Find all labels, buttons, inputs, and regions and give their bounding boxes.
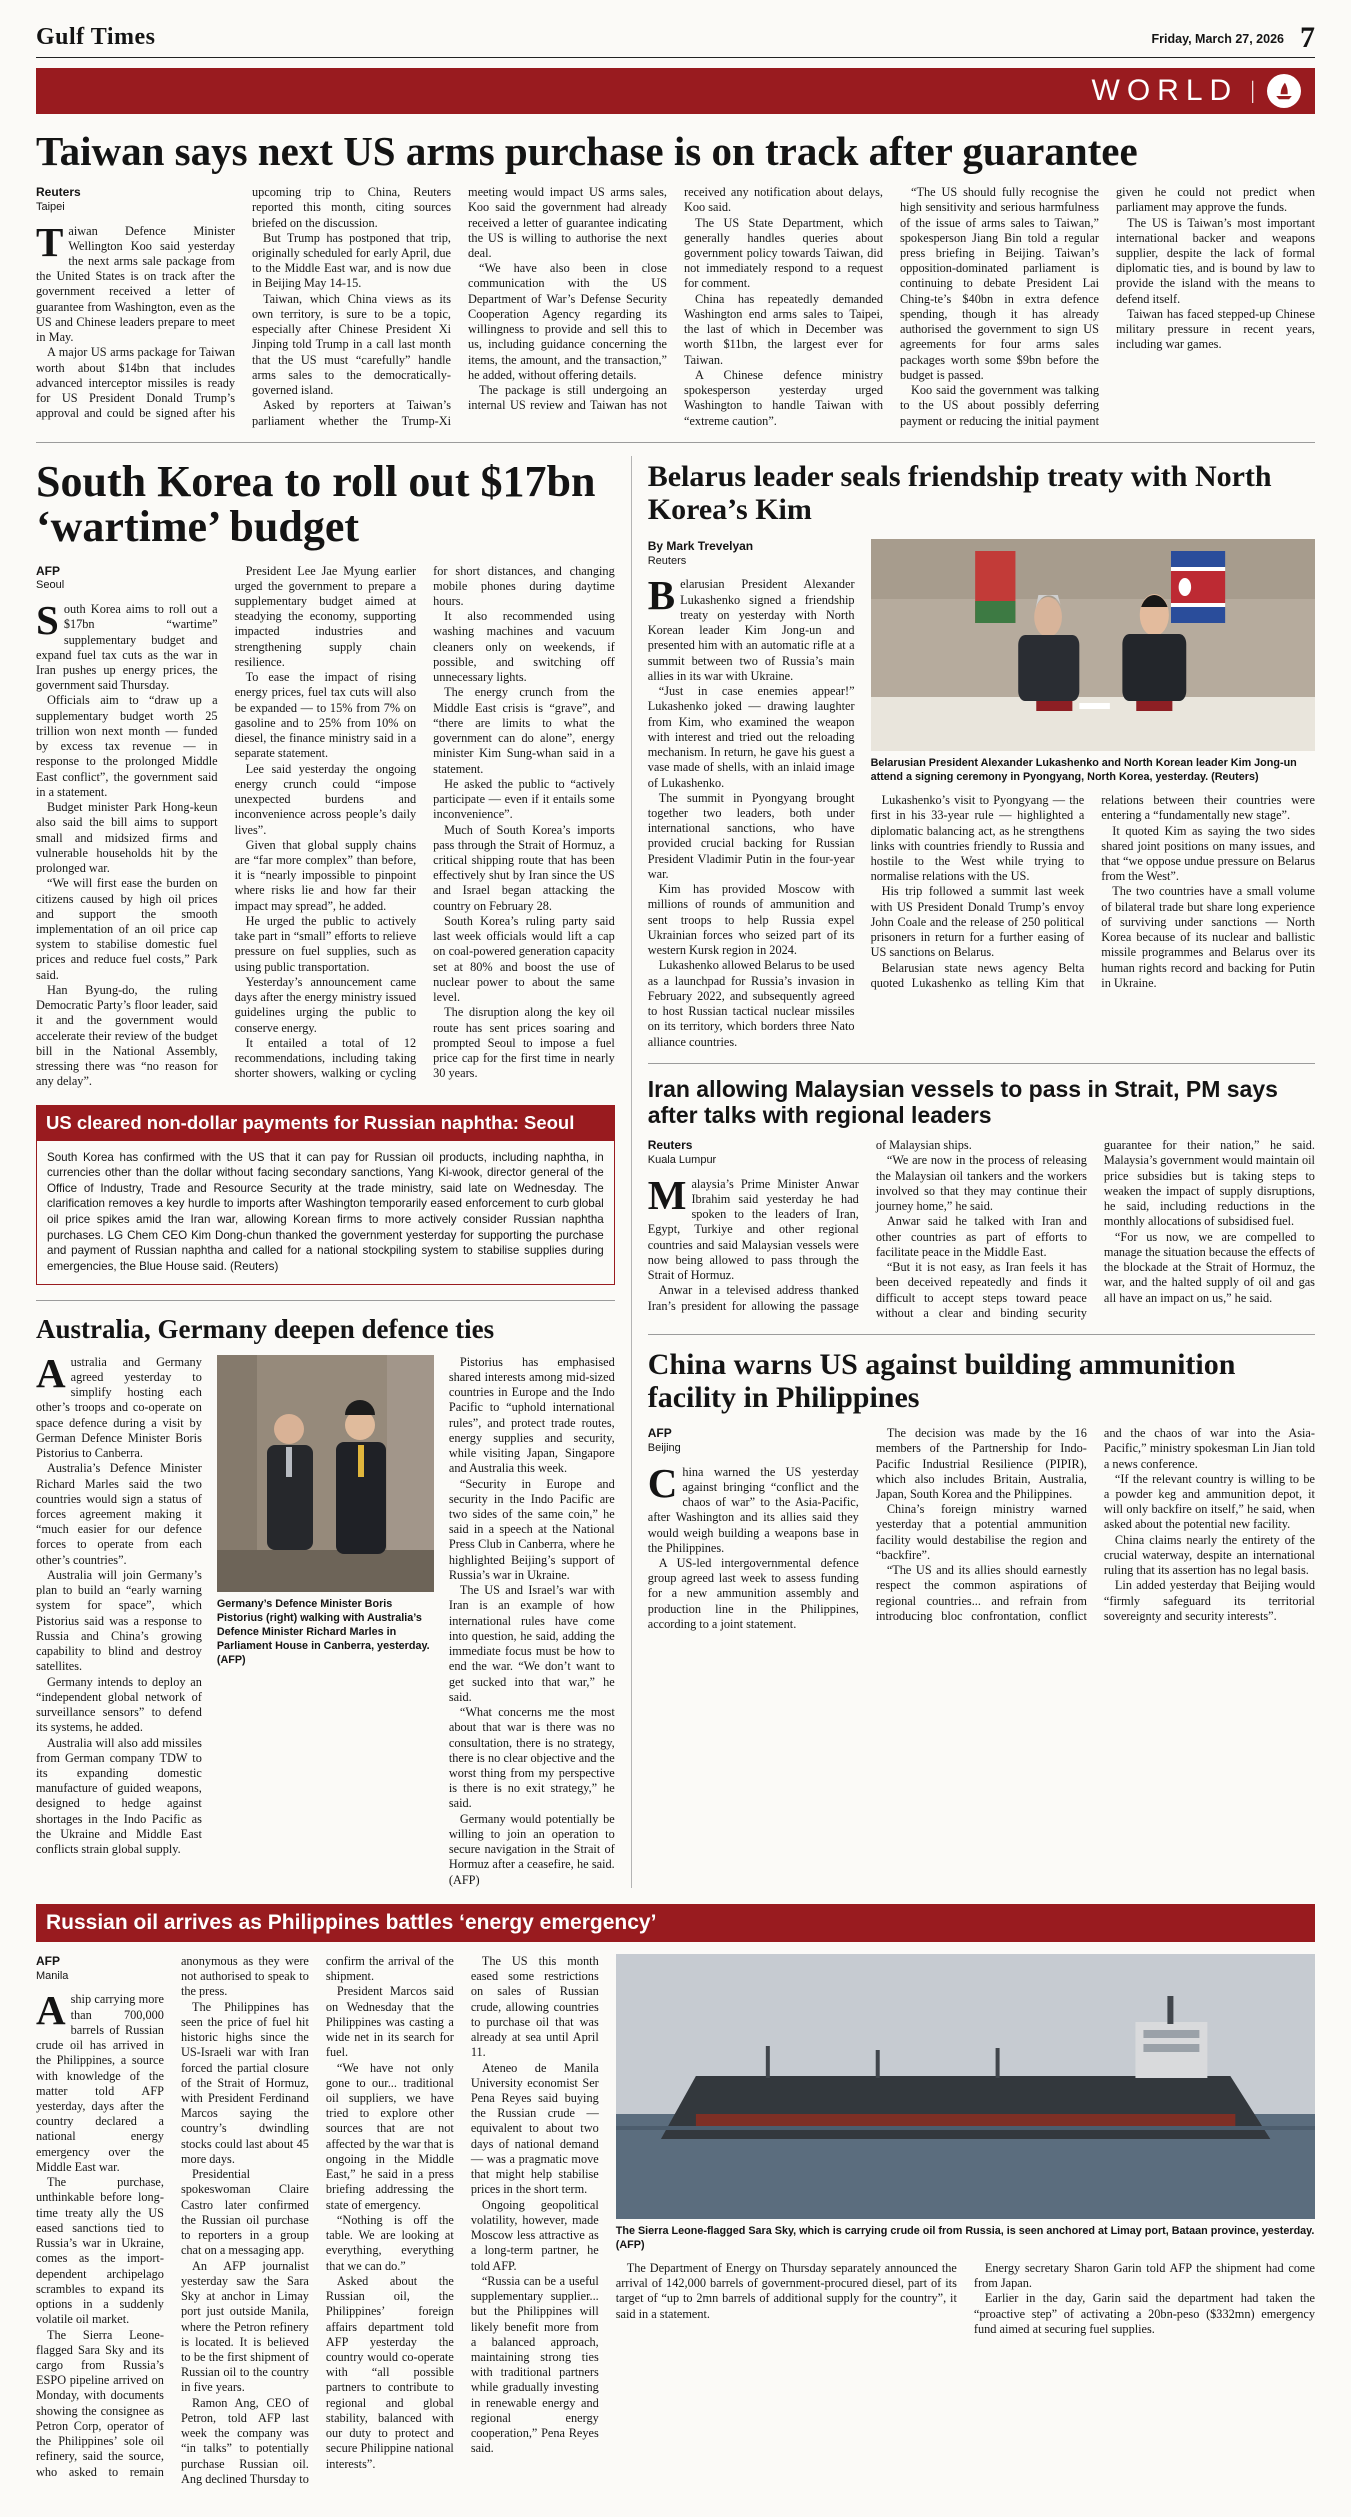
middle-right-block: [631, 456, 1315, 1888]
paragraph: The summit in Pyongyang brought together two leaders, both under international sanctions, who have provided crucial backing for Russian President Vladimir Putin in the four-year war.: [647, 790, 855, 881]
paragraph: Anwar in a televised address thanked Iran’s president for allowing the passage of Malaysian ships.: [647, 1138, 972, 1313]
paragraph: “Russia can be a useful supplementary supplier... but the Philippines will likely benefit more from a balanced approach, maintaining strong ties with traditional partners while gradually investing in renewable energy and regional energy cooperation,” Pena Reyes said.: [470, 2273, 599, 2456]
paragraph: “Security in Europe and security in the Indo Pacific are two sides of the same coin,” he said in a speech at the National Press Club in Canberra, where he highlighted Beijing’s support of Russia’s war in Ukraine.: [448, 1476, 615, 1582]
paragraph: “The US should fully recognise the high sensitivity and serious harmfulness of the issue of arms sales to Taiwan,” spokesperson Jiang Bin told a regular press briefing in Beijing. Taiwan’s opposition-dominated parliament is continuing to debate President Lai Ching-te’s $40bn in extra defence spending, though it has already authorised the government to sign US agreements for four arms sales packages worth some $9bn before the budget is passed.: [900, 185, 1099, 382]
belarus-column-1: [648, 539, 855, 1050]
paragraph: “For us now, we are compelled to manage the situation because the effects of the blockade at the Strait of Hormuz, the war, and the halted supply of oil and gas all have an impact on us,” he said.: [1103, 1229, 1315, 1305]
paragraph: South Korea aims to roll out a $17bn “wartime” supplementary budget and expand fuel tax cuts as the war in Iran pushes up energy prices, the government said Thursday.: [36, 597, 218, 693]
article-iran-malaysia: [648, 1077, 1315, 1321]
paragraph: Australia will also add missiles from German company TDW to its expanding domestic manufacture of guided weapons, designed to hedge against shortages in the Indo Pacific as the Ukraine and Middle East conflicts strain global supply.: [36, 1735, 202, 1857]
divider-rule: [36, 442, 1315, 443]
paragraph: The two countries have a small volume of bilateral trade but share long experience of surviving under sanctions — North Korea because of its nuclear and ballistic missile programmes and Belarus over its human rights record and backing for Putin in Ukraine.: [1101, 884, 1315, 990]
author-name: By Mark Trevelyan: [647, 538, 754, 553]
topbar-right: [1151, 21, 1315, 54]
paragraph: “Nothing is off the table. We are looking at everything, everything that we can do.”: [325, 2212, 454, 2273]
paragraph: Energy secretary Sharon Garin told AFP the shipment had come from Japan.: [973, 2260, 1315, 2291]
paragraph: Australia and Germany agreed yesterday to simplify hosting each other’s troops and co-operate on space defence during a visit by German Defence Minister Boris Pistorius to Canberra.: [36, 1349, 202, 1461]
paragraph: “We will first ease the burden on citizens caused by high oil prices and support the smooth implementation of an oil price cap system to stabilise domestic fuel prices and reduce fuel costs,” Park said.: [36, 876, 218, 982]
china-body: [648, 1426, 1315, 1632]
australia-photo-caption: Germany’s Defence Minister Boris Pistorius (right) walking with Australia’s Defence Minister Richard Marles in Parliament House in Canberra, yesterday. (AFP): [216, 1597, 430, 1666]
paragraph: Much of South Korea’s imports pass through the Strait of Hormuz, a critical shipping route that has been effectively shut by Iran since the US and Israel began attacking the country on February 28.: [433, 822, 615, 913]
paragraph: Han Byung-do, the ruling Democratic Party’s floor leader, said it and the government would accelerate their review of the budget bill in the National Assembly, stressing there was “no reason for any delay”.: [36, 982, 218, 1089]
paragraph: Anwar said he talked with Iran and other countries as part of efforts to facilitate peace in the Middle East.: [875, 1214, 1087, 1259]
paragraph: Asked about the Russian oil, the Philippines’ foreign affairs department told AFP yesterday the country would co-operate with “all possible partners to contribute to regional and global stability, balanced with our duty to protect and secure Philippine national interests”.: [325, 2273, 454, 2471]
russian-oil-body: [36, 1954, 1315, 2487]
paragraph: Taiwan has faced stepped-up Chinese military pressure in recent years, including war games.: [1116, 306, 1315, 352]
paragraph: A major US arms package for Taiwan worth about $14bn that includes advanced interceptor missiles is ready for US President Donald Trump’s approval and could be signed after his upcoming trip to China, Reuters reported this month, citing sources briefed on the discussion.: [36, 185, 451, 421]
paragraph: “What concerns me the most about that war is there was no consultation, there is no strategy, there is no clear objective and the worst thing from my perspective is there is no exit strategy,” he said.: [448, 1705, 615, 1811]
paragraph: The Department of Energy on Thursday separately announced the arrival of 142,000 barrels of government-procured diesel, part of its target of “up to 2mn barrels of additional supply for the country”, it said in a statement.: [615, 2260, 957, 2321]
belarus-columns-2-3: [871, 793, 1315, 991]
paragraph: Lee said yesterday the ongoing energy crunch could “impose unexpected burdens and inconvenience across people’s daily lives”.: [234, 761, 417, 837]
paragraph: It quoted Kim as saying the two sides shared joint positions on many issues, and that “we oppose undue pressure on Belarus from the West”.: [1101, 823, 1315, 884]
paragraph: China’s foreign ministry warned yesterday that a potential ammunition facility would destabilise the region and “backfire”.: [875, 1502, 1087, 1562]
paragraph: The US is Taiwan’s most important international backer and weapons supplier, despite the lack of formal diplomatic ties, and is bound by law to provide the island with the means to defend itself.: [1116, 215, 1315, 306]
china-headline: China warns US against building ammunition facility in Philippines: [647, 1348, 1236, 1415]
paragraph: The energy crunch from the Middle East crisis is “grave”, and “there are limits to what the government can do alone”, energy minister Kim Sung-whan said in a statement.: [433, 685, 615, 776]
paragraph: Officials aim to “draw up a supplementary budget worth 25 trillion won next month — funded by excess tax revenue — in response to the prolonged Middle East conflict”, the government said in a statement.: [36, 693, 218, 799]
tanker-ship-photo: [616, 1954, 1315, 2219]
paragraph: Belarusian state news agency Belta quoted Lukashenko as telling Kim that relations between their countries were entering a “fundamentally new stage”.: [870, 793, 1315, 990]
iran-body: [648, 1138, 1315, 1321]
paragraph: Lin added yesterday that Beijing would “firmly safeguard its territorial sovereignty and security interests”.: [1103, 1578, 1315, 1623]
paragraph: Kim has provided Moscow with millions of rounds of ammunition and sent troops to help Russia expel Ukrainian forces who seized part of its western Kursk region in 2024.: [647, 882, 855, 958]
paragraph: He asked the public to “actively participate — even if it entails some inconvenience”.: [433, 776, 615, 822]
paragraph: The package is still undergoing an internal US review and Taiwan has not received any notification about delays, Koo said.: [468, 185, 883, 413]
paragraph: It also recommended using washing machines and vacuum cleaners only on weekends, if possible, and switching off unnecessary lights.: [433, 609, 615, 685]
paragraph: A US-led intergovernmental defence group agreed last week to assess funding for a new ammunition assembly and production line in the Philippines, according to a joint statement.: [647, 1555, 859, 1631]
paragraph: Ateneo de Manila University economist Ser Pena Reyes said buying the Russian crude — equivalent to about two days of national demand — was a pragmatic move that might help stabilise prices in the short term.: [470, 2060, 599, 2197]
article-naphtha-box: [36, 1105, 615, 1285]
paragraph: The disruption along the key oil route has sent prices soaring and prompted Seoul to impose a fuel price cap for the first time in nearly 30 years.: [433, 1005, 615, 1081]
banner-separator: |: [1250, 77, 1255, 104]
source-location: Kuala Lumpur: [647, 1154, 717, 1167]
belarus-byline: [648, 539, 855, 569]
paragraph: President Marcos said on Wednesday that the Philippines was casting a wide net in its search for fuel.: [325, 1984, 454, 2060]
article-china-warns: [648, 1348, 1315, 1632]
paragraph: Asked by reporters at Taiwan’s parliament whether the Trump-Xi meeting would impact US arms sales, Koo said the government had already received a letter of guarantee indicating the US is willing to authorise the next deal.: [252, 185, 667, 428]
naphtha-body: South Korea has confirmed with the US that it can pay for Russian oil products, including naphtha, in currencies other than the dollar without facing secondary sanctions, Yang Ki-wook, director general of the Office of Industry, Trade and Resource Security at the trade ministry, said late on Wednesday. The clarification removes a key hurdle to imports after Washington temporarily eased enforcement to curb global oil price spikes amid the Iran war, allowing Korean firms to more actively consider Russian naphtha purchases. LG Chem CEO Kim Dong-chun thanked the government yesterday for supporting the purchase and payment of Russian naphtha and called for a national stockpiling system to stabilise supplies during emergencies, the Blue House said. (Reuters): [36, 1141, 615, 1285]
middle-left-block: [36, 456, 631, 1888]
paragraph: The decision was made by the 16 members of the Partnership for Indo-Pacific Industrial Resilience (PIPIR), which also includes Britain, Australia, Japan, South Korea and the Philippines.: [875, 1426, 1087, 1501]
page-header: [36, 21, 1315, 58]
australia-headline: Australia, Germany deepen defence ties: [36, 1313, 495, 1344]
paragraph: Ongoing geopolitical volatility, however, made Moscow less attractive as a long-term partner, he told AFP.: [470, 2197, 599, 2273]
section-title: WORLD: [1091, 74, 1239, 107]
paragraph: His trip followed a summit last week with US President Donald Trump’s envoy John Coale and the release of 250 political prisoners in return for a further easing of US sanctions on Belarus.: [870, 884, 1085, 960]
paragraph: Germany intends to deploy an “independent global network of surveillance sensors” to defend its systems, he added.: [36, 1674, 202, 1735]
belarus-body: [648, 539, 1315, 1050]
middle-row: [36, 456, 1315, 1888]
paragraph: China claims nearly the entirety of the crucial waterway, despite an international ruling that its assertion has no legal basis.: [1103, 1532, 1315, 1578]
south-korea-byline: [36, 564, 218, 594]
paragraph: The US State Department, which generally handles queries about government policy towards Taiwan, did not immediately respond to a request for comment.: [684, 215, 883, 291]
source-location: Beijing: [647, 1441, 681, 1454]
paragraph: Presidential spokeswoman Claire Castro later confirmed the Russian oil purchase to reporters in a group chat on a messaging app.: [180, 2167, 309, 2258]
australia-ministers-photo: [217, 1355, 434, 1592]
naphtha-headline: US cleared non-dollar payments for Russian naphtha: Seoul: [36, 1105, 615, 1141]
paragraph: South Korea’s ruling party said last week officials would lift a cap on coal-powered generation capacity set at 80% and boost the use of nuclear power to about the same level.: [433, 913, 615, 1005]
australia-body: [36, 1349, 615, 1888]
paragraph: The US and Israel’s war with Iran is an example of how international rules have come into question, he said, adding the immediate focus must be how to end the war. “We don’t want to get sucked into that war,” he said.: [448, 1583, 615, 1704]
source-location: Manila: [36, 1969, 69, 1982]
paragraph: An AFP journalist yesterday saw the Sara Sky at anchor in Limay port just outside Manila, where the Petron refinery is located. It is believed to be the first shipment of Russian oil to the country in five years.: [180, 2258, 309, 2395]
article-south-korea: [36, 456, 615, 1090]
section-banner: [36, 68, 1315, 114]
paragraph: Taiwan Defence Minister Wellington Koo said yesterday the next arms sale package from the United States is on track after the government received a letter of guarantee from Washington, even as the US and Chinese leaders prepare to meet in May.: [36, 218, 235, 345]
paragraph: He urged the public to actively take part in “small” efforts to relieve pressure on fuel supplies, such as using public transportation.: [234, 913, 417, 974]
paragraph: “But it is not easy, as Iran feels it has been deceived repeatedly and finds it difficult to accept steps toward peace without a clear and binding security guarantee for their nation,” he said. Malaysia’s government would maintain oil price subsidies but is taking steps to weaken the impact of supply disruptions, he said, including reductions in the monthly allocations of subsidised fuel.: [875, 1138, 1315, 1320]
paragraph: China has repeatedly demanded Washington end arms sales to Taipei, the last of which in December was worth $11bn, the largest ever for Taiwan.: [684, 291, 883, 367]
paragraph: Budget minister Park Hong-keun also said the bill aims to support small and midsized firms and vulnerable households hit by the prolonged war.: [36, 800, 218, 876]
south-korea-headline: South Korea to roll out $17bn ‘wartime’ budget: [36, 456, 596, 551]
source-name: AFP: [36, 1953, 60, 1968]
paragraph: Germany would potentially be willing to join an operation to secure navigation in the Strait of Hormuz after a ceasefire, he said. (AFP): [448, 1811, 615, 1887]
source-name: Reuters: [647, 554, 687, 567]
australia-photo-block: [217, 1355, 434, 1888]
russian-oil-left-columns: [36, 1954, 599, 2487]
paragraph: Belarusian President Alexander Lukashenko signed a friendship treaty on yesterday with North Korean leader Kim Jong-un and presented him with an automatic rifle at a summit between two of Russia’s main allies in its war with Ukraine.: [647, 572, 855, 683]
divider-rule: [648, 1063, 1315, 1064]
russian-oil-right-columns: [616, 2261, 1315, 2337]
paragraph: Australia’s Defence Minister Richard Marles said the two countries would sign a status of forces agreement making it “much easier for our defence forces to operate from each other’s countries”.: [36, 1461, 202, 1567]
belarus-signing-photo: [871, 539, 1315, 751]
paragraph: Lukashenko allowed Belarus to be used as a launchpad for Russia’s invasion in February 2022, and subsequently agreed to host Russian tactical nuclear missiles on its territory, which borders three Nato alliance countries.: [647, 958, 855, 1049]
article-russian-oil: [36, 1904, 1315, 2487]
divider-rule: [648, 1334, 1315, 1335]
paragraph: Lukashenko’s visit to Pyongyang — the first in his 33-year rule — highlighted a diplomatic balancing act, as he strengthens links with countries friendly to Russia and hostile to the West while trying to normalise relations with the US.: [870, 793, 1085, 884]
paragraph: A Chinese defence ministry spokesperson yesterday urged Washington to handle Taiwan with “extreme caution”.: [684, 367, 883, 428]
paragraph: China warned the US yesterday against bringing “conflict and the chaos of war” to the Asia-Pacific, after Washington and its allies said they would weigh building a weapons base in the Philippines.: [647, 1459, 859, 1555]
russian-oil-headline: Russian oil arrives as Philippines battles ‘energy emergency’: [36, 1904, 1315, 1942]
issue-date: Friday, March 27, 2026: [1151, 32, 1284, 46]
paragraph: Malaysia’s Prime Minister Anwar Ibrahim said yesterday he had spoken to the leaders of Iran, Egypt, Turkiye and other regional countries and said Malaysian vessels were now being allowed to pass through the Strait of Hormuz.: [647, 1171, 859, 1283]
paragraph: “If the relevant country is willing to be a powder keg and ammunition depot, it will only backfire on itself,” he said, when asked about the potential new facility.: [1103, 1471, 1315, 1532]
dhow-boat-icon: [1267, 74, 1301, 108]
source-name: AFP: [36, 563, 60, 578]
taiwan-byline: [36, 185, 235, 215]
belarus-headline: Belarus leader seals friendship treaty with North Korea’s Kim: [647, 459, 1272, 527]
page-number: 7: [1300, 21, 1315, 54]
paragraph: Pistorius has emphasised shared interests among mid-sized countries in Europe and the Indo Pacific to “uphold international rules”, and protect trade routes, energy supplies and security, while visiting Japan, Singapore and Australia this week.: [448, 1354, 615, 1476]
paragraph: Yesterday’s announcement came days after the energy ministry issued guidelines urging the public to conserve energy.: [234, 974, 417, 1035]
paragraph: The US this month eased some restrictions on sales of Russian crude, allowing countries to purchase oil that was already at sea until April 11.: [470, 1953, 599, 2060]
paragraph: Australia will join Germany’s plan to build an “early warning system for space”, which Pistorius said was a response to Russia and China’s growing capability to blind and destroy satellites.: [36, 1567, 202, 1674]
taiwan-body: [36, 185, 1315, 429]
source-name: AFP: [647, 1426, 672, 1441]
paragraph: “We have also been in close communication with the US Department of War’s Defense Security Cooperation Agency regarding its willingness to provide and sell this to us, including guidance concerning the items, the amount, and the transaction,” he added, without offering details.: [468, 261, 667, 382]
paragraph: President Lee Jae Myung earlier urged the government to prepare a supplementary budget aimed at steadying the economy, supporting impacted industries and strengthening supply chain resilience.: [234, 563, 417, 669]
paragraph: Aship carrying more than 700,000 barrels of Russian crude oil has arrived in the Philippines, a source with knowledge of the matter told AFP yesterday, days after the country declared a national energy emergency over the Middle East war.: [36, 1987, 164, 2174]
taiwan-headline: Taiwan says next US arms purchase is on track after guarantee: [36, 128, 1138, 174]
belarus-photo-caption: Belarusian President Alexander Lukashenko and North Korean leader Kim Jong-un attend a signing ceremony in Pyongyang, North Korea, yesterday. (Reuters): [870, 756, 1297, 784]
tanker-photo-caption: The Sierra Leone-flagged Sara Sky, which is carrying crude oil from Russia, is seen anchored at Limay port, Bataan province, yesterday. (AFP): [615, 2224, 1315, 2251]
paragraph: To ease the impact of rising energy prices, fuel tax cuts will also be expanded — to 15% from 7% on gasoline and to 25% from 10% on diesel, the finance ministry said in a separate statement.: [234, 670, 417, 761]
paragraph: “Just in case enemies appear!” Lukashenko joked — drawing laughter from Kim, who examined the weapon with interest and tried out the reloading mechanism. In return, he gave his guest a vase made of shells, with an inlaid image of Lukashenko.: [647, 684, 855, 790]
paragraph: The Philippines has seen the price of fuel hit historic highs since the US-Israeli war with Iran forced the partial closure of the Strait of Hormuz, with President Ferdinand Marcos saying the country’s dwindling stocks could last about 45 more days.: [180, 1999, 309, 2166]
russian-oil-photo-block: [616, 1954, 1315, 2487]
paragraph: Ramon Ang, CEO of Petron, told AFP last week the company was “in talks” to potentially purchase Russian oil. Ang declined Thursday to confirm the arrival of the shipment.: [180, 1953, 454, 2486]
source-name: Reuters: [647, 1138, 693, 1153]
article-australia-germany: [36, 1314, 615, 1888]
paragraph: But Trump has postponed that trip, originally scheduled for early April, due to the Middle East war, and is now due in Beijing May 14-15.: [252, 230, 451, 291]
source-location: Taipei: [36, 200, 65, 213]
australia-column-2: [449, 1355, 615, 1888]
article-taiwan: [36, 130, 1315, 429]
paragraph: Given that global supply chains are “far more complex” than before, it is “nearly impossible to pinpoint where risks lie and how far their impact may spread”, he added.: [234, 837, 417, 913]
paragraph: Taiwan, which China views as its own territory, is sure to be a topic, especially after Chinese President Xi Jinping told Trump in a call last month that the US must “carefully” handle arms sales to the democratically-governed island.: [252, 291, 451, 398]
china-byline: [648, 1426, 859, 1456]
paragraph: “We are now in the process of releasing the Malaysian oil tankers and the workers involved so that they may continue their journey home,” he said.: [875, 1153, 1087, 1214]
masthead: Gulf Times: [36, 24, 156, 50]
south-korea-body: [36, 564, 615, 1090]
australia-column-1: [36, 1349, 202, 1888]
source-name: Reuters: [36, 185, 81, 200]
source-location: Seoul: [36, 579, 65, 592]
iran-byline: [648, 1138, 859, 1168]
iran-headline: Iran allowing Malaysian vessels to pass in Strait, PM says after talks with regional leaders: [647, 1075, 1278, 1128]
paragraph: The Sierra Leone-flagged Sara Sky and its cargo from Russia’s ESPO pipeline arrived on Monday, with documents showing the consignee as Petron Corp, operator of the Philippines’ sole oil refinery, said the source, who asked to remain anonymous as they were not authorised to speak to the press.: [36, 1953, 309, 2479]
paragraph: It entailed a total of 12 recommendations, including taking shorter showers, walking or cycling for short distances, and changing mobile phones during daytime hours.: [234, 563, 615, 1081]
paragraph: Koo said the government was talking to the US about possibly deferring payment or reducing the initial payment given he could not predict when parliament may approve the funds.: [900, 185, 1315, 428]
article-belarus: [648, 460, 1315, 1050]
belarus-photo-block: [871, 539, 1315, 1050]
paragraph: The purchase, unthinkable before long-time treaty ally the US eased sanctions tied to Russia’s war in Ukraine, comes as the import-dependent archipelago scrambles to expand its options in a suddenly volatile oil market.: [36, 2175, 164, 2327]
russian-oil-byline: [36, 1954, 164, 1984]
paragraph: “We have not only gone to our... traditional oil suppliers, we have tried to explore other sources that are not affected by the war that is ongoing in the Middle East,” he said in a press briefing addressing the state of emergency.: [325, 2060, 454, 2212]
paragraph: “The US and its allies should earnestly respect the common aspirations of regional countries... and refrain from introducing bloc confrontation, conflict and the chaos of war into the Asia-Pacific,” ministry spokesman Lin Jian told a news conference.: [875, 1426, 1315, 1623]
paragraph: Earlier in the day, Garin said the department had taken the “proactive step” of activating a 20bn-peso ($332mn) emergency fund aimed at securing fuel supplies.: [973, 2291, 1315, 2336]
divider-rule: [36, 1300, 615, 1301]
